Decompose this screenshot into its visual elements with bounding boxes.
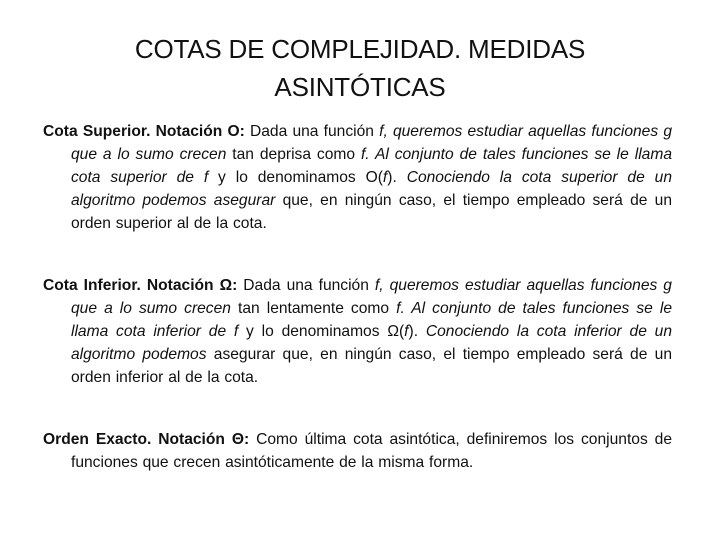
definition-italic-text: f, queremos estudiar aquellas funciones g que a lo sumo crecen bbox=[71, 277, 672, 317]
definition-italic-text: f bbox=[382, 169, 388, 186]
definition-italic-text: f. Al conjunto de tales funciones se le llama cota inferior de f bbox=[71, 300, 672, 340]
definition-text: que, en ningún caso, el tiempo empleado será de un orden superior al de la cota. bbox=[71, 192, 673, 232]
definition-italic-text: f bbox=[404, 323, 409, 340]
definition-cota-superior bbox=[43, 120, 672, 235]
title-line-1: COTAS DE COMPLEJIDAD. MEDIDAS bbox=[134, 34, 586, 64]
definition-term: Cota Superior. Notación O: bbox=[43, 123, 245, 140]
definition-text: tan lentamente como bbox=[230, 300, 397, 317]
definition-text: Como última cota asintótica, definiremos los conjuntos de funciones que crecen asintóticamente de la misma forma. bbox=[71, 431, 673, 471]
definition-text: ). bbox=[408, 323, 426, 340]
definition-italic-text: f, queremos estudiar aquellas funciones g que a lo sumo crecen bbox=[71, 123, 672, 163]
definition-text: y lo denominamos O( bbox=[208, 169, 383, 186]
definition-text: tan deprisa como bbox=[226, 146, 361, 163]
definition-orden-exacto bbox=[43, 428, 672, 474]
definition-cota-inferior bbox=[43, 274, 672, 389]
definition-text: Dada una función bbox=[237, 277, 375, 294]
definition-italic-text: Conociendo la cota superior de un algoritmo podemos asegurar bbox=[71, 169, 672, 209]
definition-text: asegurar que, en ningún caso, el tiempo empleado será de un orden inferior al de la cota. bbox=[71, 346, 672, 386]
title-line-2: ASINTÓTICAS bbox=[274, 72, 446, 102]
slide-title bbox=[60, 30, 660, 106]
definition-text: ). bbox=[387, 169, 407, 186]
definition-text: y lo denominamos Ω( bbox=[238, 323, 405, 340]
definition-term: Cota Inferior. Notación Ω: bbox=[43, 277, 238, 294]
definition-term: Orden Exacto. Notación Θ: bbox=[43, 431, 250, 448]
definition-text: Dada una función bbox=[244, 123, 380, 140]
definition-italic-text: Conociendo la cota inferior de un algoritmo podemos bbox=[71, 323, 673, 363]
definition-italic-text: f. Al conjunto de tales funciones se le llama cota superior de f bbox=[71, 146, 672, 186]
